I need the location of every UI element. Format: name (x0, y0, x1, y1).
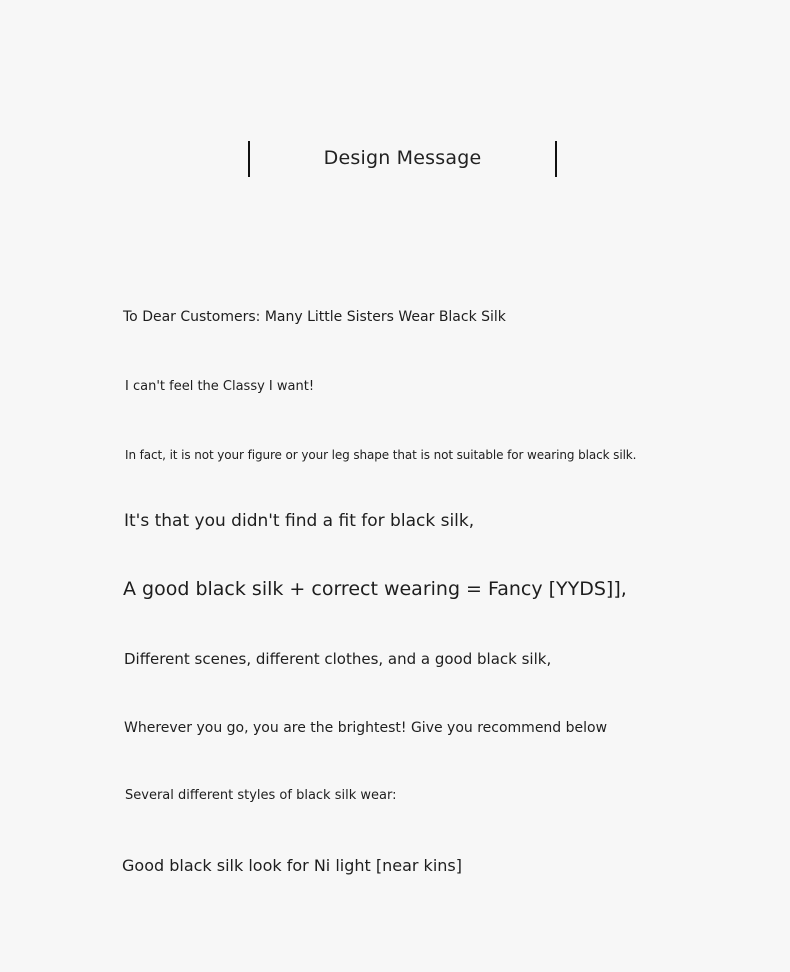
message-line-5: A good black silk + correct wearing = Fancy [YYDS]], (123, 578, 627, 600)
message-line-9: Good black silk look for Ni light [near kins] (122, 856, 462, 875)
message-line-7: Wherever you go, you are the brightest! Give you recommend below (124, 720, 608, 736)
message-line-3: In fact, it is not your figure or your leg shape that is not suitable for wearing black silk. (125, 448, 637, 462)
header-right-bar (555, 141, 557, 177)
section-header (248, 141, 557, 177)
message-line-6: Different scenes, different clothes, and a good black silk, (124, 650, 552, 668)
header-title: Design Message (323, 147, 482, 169)
message-line-2: I can't feel the Classy I want! (125, 379, 315, 394)
message-line-8: Several different styles of black silk wear: (125, 788, 397, 803)
message-line-1: To Dear Customers: Many Little Sisters Wear Black Silk (123, 309, 506, 325)
message-line-4: It's that you didn't find a fit for black silk, (124, 511, 475, 531)
